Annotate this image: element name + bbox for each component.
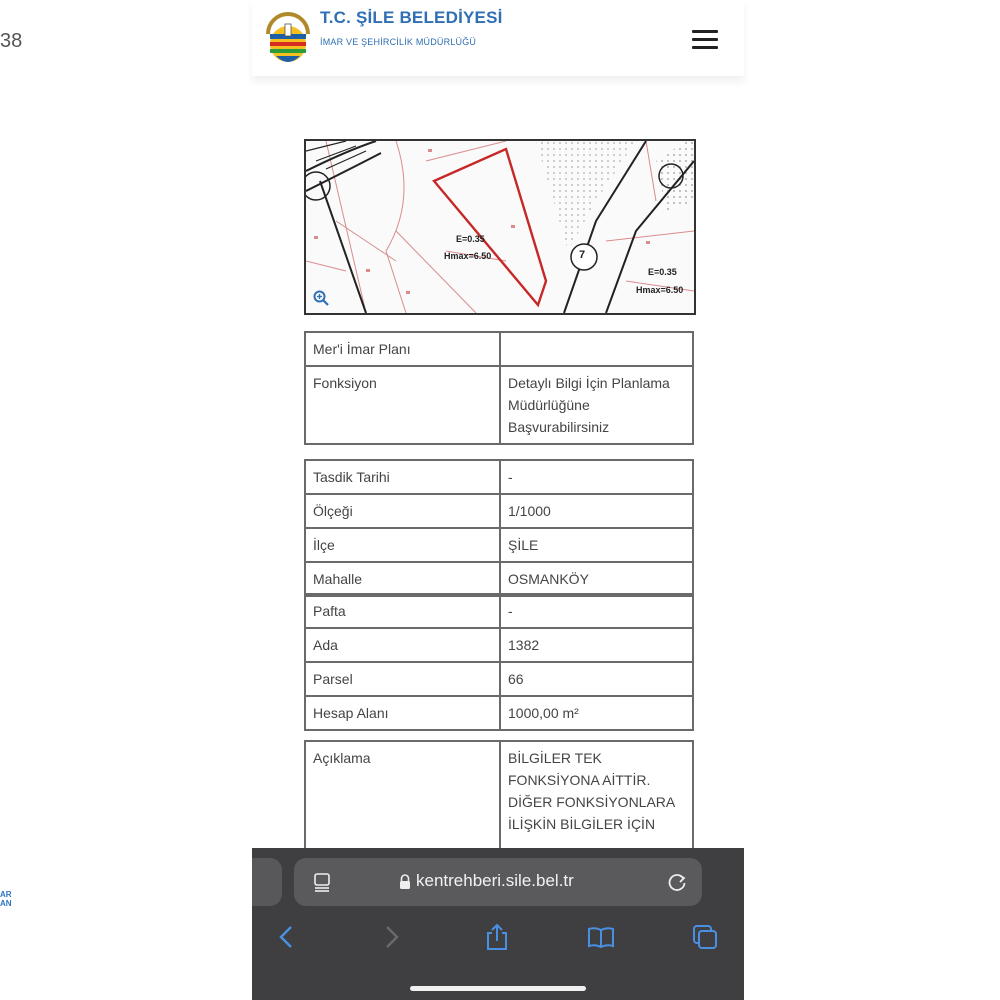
row-label: Tasdik Tarihi xyxy=(305,460,500,494)
row-label: İlçe xyxy=(305,528,500,562)
hamburger-menu-icon[interactable] xyxy=(692,30,718,50)
edge-logo-fragment: AR AN xyxy=(0,890,12,908)
row-label: Parsel xyxy=(305,662,500,696)
table-row xyxy=(305,662,693,696)
row-value: OSMANKÖY xyxy=(500,562,693,596)
share-icon[interactable] xyxy=(482,922,512,952)
right-label-h: Hmax=6.50 xyxy=(636,285,684,295)
parcel-info-table xyxy=(304,593,694,731)
table-row xyxy=(305,696,693,730)
plot-label-e: E=0.35 xyxy=(456,234,485,244)
row-label: Ada xyxy=(305,628,500,662)
plan-info-table xyxy=(304,331,694,445)
browser-toolbar xyxy=(252,848,744,1000)
edge-number: 38 xyxy=(0,30,23,52)
previous-tab-peek[interactable] xyxy=(252,858,282,906)
row-label: Fonksiyon xyxy=(305,366,500,444)
table-row xyxy=(305,494,693,528)
nav-row xyxy=(252,918,744,958)
reader-icon[interactable] xyxy=(312,872,332,892)
table-row xyxy=(305,366,693,444)
approval-info-table xyxy=(304,459,694,597)
plot-label-h: Hmax=6.50 xyxy=(444,251,492,261)
back-icon[interactable] xyxy=(272,922,302,952)
row-value: BİLGİLER TEK FONKSİYONA AİTTİR. DİĞER FONKSİYONLARA İLİŞKİN BİLGİLER İÇİN xyxy=(500,741,693,873)
bookmarks-icon[interactable] xyxy=(586,922,616,952)
address-bar[interactable] xyxy=(294,858,702,906)
table-row xyxy=(305,332,693,366)
row-value: Detaylı Bilgi İçin Planlama Müdürlüğüne Başvurabilirsiniz xyxy=(500,366,693,444)
row-value: 66 xyxy=(500,662,693,696)
brand-subtitle: İMAR VE ŞEHİRCİLİK MÜDÜRLÜĞÜ xyxy=(320,37,477,47)
url-text[interactable]: kentrehberi.sile.bel.tr xyxy=(416,871,574,890)
table-row xyxy=(305,628,693,662)
municipality-seal-icon[interactable] xyxy=(262,12,314,70)
row-value: 1000,00 m² xyxy=(500,696,693,730)
row-label: Hesap Alanı xyxy=(305,696,500,730)
table-row xyxy=(305,528,693,562)
row-value: 1/1000 xyxy=(500,494,693,528)
table-row xyxy=(305,562,693,596)
home-indicator[interactable] xyxy=(410,986,586,991)
reload-icon[interactable] xyxy=(666,871,688,893)
row-value: 1382 xyxy=(500,628,693,662)
tabs-icon[interactable] xyxy=(690,922,720,952)
row-label: Mer'i İmar Planı xyxy=(305,332,500,366)
row-value: - xyxy=(500,594,693,628)
zoom-in-icon[interactable] xyxy=(313,290,329,306)
row-label: Açıklama xyxy=(305,741,500,873)
road-label: 7 xyxy=(579,249,586,261)
row-value: ŞİLE xyxy=(500,528,693,562)
row-value: - xyxy=(500,460,693,494)
brand-title: T.C. ŞİLE BELEDİYESİ xyxy=(320,8,503,27)
parcel-map[interactable] xyxy=(304,139,696,315)
table-row xyxy=(305,460,693,494)
row-label: Mahalle xyxy=(305,562,500,596)
row-value xyxy=(500,332,693,366)
lock-icon xyxy=(398,873,412,891)
row-label: Pafta xyxy=(305,594,500,628)
table-row xyxy=(305,594,693,628)
row-label: Ölçeği xyxy=(305,494,500,528)
forward-icon[interactable] xyxy=(376,922,406,952)
right-label-e: E=0.35 xyxy=(648,267,677,277)
site-header xyxy=(252,0,744,76)
